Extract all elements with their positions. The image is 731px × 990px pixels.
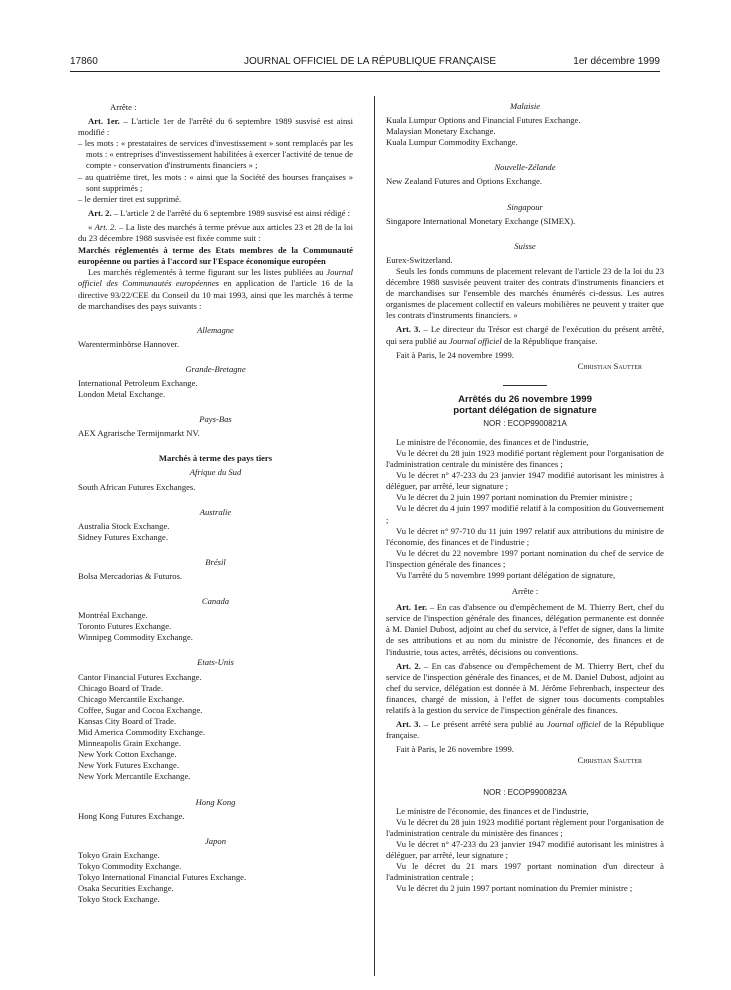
bullet-item: – le dernier tiret est supprimé. [78,193,182,204]
market-item: Bolsa Mercadorias & Futuros. [78,571,183,581]
decision-article-1-text: – En cas d'absence ou d'empêchement de M. Thierry Bert, chef du service de l'inspection générale des finances, délégation permanente est donnée à M. Daniel Dubost, adjoint au chef du service, à l'effet de signer, dans la limite de ses attributions et au nom du ministre de l'économie, des finances et de l'industrie, tous actes, arrêtés, décisions ou conventions. [386,602,664,657]
market-item: Tokyo International Financial Futures Exchange. [78,871,247,882]
bullet-item: – au quatrième tiret, les mots : « ainsi que la Société des bourses françaises » sont supprimés ; [78,171,353,193]
market-item: Mid America Commodity Exchange. [78,727,205,738]
visa-line: Vu le décret du 21 mars 1997 portant nomination d'un directeur à l'administration centrale ; [386,861,664,883]
market-item: New York Mercantile Exchange. [78,771,191,782]
seuls-paragraph: Seuls les fonds communs de placement relevant de l'article 23 de la loi du 23 décembre 1988 susvisée peuvent traiter des contrats d'instruments financiers et de marchandises sur l'ensemble des marchés énumérés ci-dessus. Les autres organismes de placement collectif en valeurs mobilières ne peuvent y traiter que les contrats d'instruments financiers. » [386,265,664,321]
section-subtitle: portant délégation de signature [453,404,597,416]
market-item: AEX Agrarische Termijnmarkt NV. [78,428,200,439]
page-number: 17860 [70,56,98,67]
country-heading: Singapour [507,201,543,212]
nor-reference: NOR : ECOP9900821A [483,418,567,428]
market-item: Minneapolis Grain Exchange. [78,738,181,749]
article-3-text-1: – Le directeur du Trésor est chargé de l'exécution du présent arrêté, qui sera publié au [386,324,664,346]
visa-line: Vu le décret du 4 juin 1997 modifié relatif à la composition du Gouvernement ; [386,503,664,525]
market-item: Kansas City Board of Trade. [78,715,177,726]
country-heading: Brésil [205,556,226,567]
arrete-label: Arrête : [110,102,137,112]
section-title: Arrêtés du 26 novembre 1999 [458,393,592,405]
market-item: Cantor Financial Futures Exchange. [78,671,202,682]
decision-article-1-label: Art. 1er. [396,602,428,613]
separator-rule [503,385,547,386]
country-heading: Canada [201,596,230,607]
market-item: Kuala Lumpur Commodity Exchange. [386,137,518,148]
market-item: Tokyo Stock Exchange. [78,894,160,905]
market-item: Hong Kong Futures Exchange. [78,810,185,821]
arrete-label: Arrête : [511,586,539,597]
intro-text-1: Les marchés réglementés à terme figurant sur les listes publiées au [88,267,327,278]
article-3-text-2: de la République française. [501,335,598,346]
country-heading: Australie [199,506,232,517]
country-heading: Pays-Bas [199,414,232,425]
article-2-text: – L'article 2 de l'arrêté du 6 septembre 1989 susvisé est ainsi rédigé : [111,207,351,218]
country-heading: Malaisie [509,101,541,111]
visa-line: Vu le décret du 2 juin 1997 portant nomination du Premier ministre ; [396,492,633,503]
decision-article-3 [386,719,664,741]
article-3-journal: Journal officiel [449,335,502,346]
visa-line: Vu l'arrêté du 5 novembre 1999 portant délégation de signature, [396,570,616,580]
country-heading: Hong Kong [195,796,236,807]
market-item: South African Futures Exchanges. [78,481,196,492]
article-1-text: – L'article 1er de l'arrêté du 6 septembre 1989 susvisé est ainsi modifié : [78,116,353,138]
decision-article-2-text: – En cas d'absence ou d'empêchement de M. Thierry Bert, chef du service de l'inspection générale des finances, et de M. Daniel Dubost, adjoint au chef du service, délégation est donnée à M. Jérôme Fehrenbach, inspecteur des finances, chargé de mission, à l'effet de signer tous documents comptables relatifs à la gestion du service de l'inspection générale des finances. [386,660,665,716]
intro-journal: Journal officiel des Communautés européennes [78,267,353,289]
intro-paragraph [78,267,353,311]
quoted-article-text: – La liste des marchés à terme prévue aux articles 23 et 28 de la loi du 23 décembre 1988 susvisée est fixée comme suit : [78,221,353,244]
visa-line: Le ministre de l'économie, des finances et de l'industrie, [396,805,589,816]
market-item: Winnipeg Commodity Exchange. [78,632,193,643]
market-item: London Metal Exchange. [78,389,166,400]
article-2-paragraph [78,208,353,219]
decision-article-2 [386,661,664,716]
heading-third-countries: Marchés à terme des pays tiers [158,453,273,464]
nor-reference: NOR : ECOP9900823A [483,787,567,797]
quoted-article-2 [78,222,353,244]
fait-line: Fait à Paris, le 26 novembre 1999. [396,744,514,755]
decision-article-3-journal: Journal officiel [546,719,601,730]
market-item: Montréal Exchange. [78,610,148,621]
visa-line: Vu le décret n° 47-233 du 23 janvier 1947 modifié autorisant les ministres à déléguer, par arrêté, leur signature ; [386,470,664,492]
page-header [70,56,660,72]
market-item: Warenterminbörse Hannover. [78,338,179,349]
heading-eu-markets: Marchés réglementés à terme des Etats membres de la Communauté européenne ou parties à l'accord sur l'Espace économique européen [78,245,353,267]
visa-line: Vu le décret du 2 juin 1997 portant nomination du Premier ministre ; [396,883,633,894]
country-heading: Grande-Bretagne [185,363,246,374]
article-1-paragraph [78,116,353,138]
issue-date: 1er décembre 1999 [573,56,660,67]
decision-article-3-text-2: de la République française. [386,719,665,741]
visa-line: Le ministre de l'économie, des finances et de l'industrie, [396,436,589,447]
country-heading: Nouvelle-Zélande [494,162,556,173]
market-item: New York Futures Exchange. [78,760,179,771]
visa-line: Vu le décret n° 97-710 du 11 juin 1997 relatif aux attributions du ministre de l'économie, des finances et de l'industrie ; [386,525,664,547]
country-heading: Suisse [514,240,536,251]
quote-open: « [88,221,95,232]
market-item: Kuala Lumpur Options and Financial Futures Exchange. [386,115,581,126]
market-item: Chicago Mercantile Exchange. [78,693,185,704]
article-3-paragraph [386,324,664,346]
country-heading: Allemagne [197,324,234,335]
visa-line: Vu le décret du 28 juin 1923 modifié portant règlement pour l'organisation de l'administration centrale du ministère des finances ; [386,447,664,470]
visa-line: Vu le décret n° 47-233 du 23 janvier 1947 modifié autorisant les ministres à déléguer, par arrêté, leur signature ; [386,838,664,860]
signature: Christian Sautter [577,360,642,371]
left-column [78,102,353,905]
market-item: Tokyo Grain Exchange. [78,849,160,860]
market-item: International Petroleum Exchange. [78,377,198,388]
market-item: Chicago Board of Trade. [78,682,163,693]
bullet-item: – les mots : « prestataires de services d'investissement » sont remplacés par les mots : « entreprises d'investissement habilitées à exercer l'activité de tenue de compte - conservation d'instruments financiers » ; [78,138,353,171]
visa-line: Vu le décret du 22 novembre 1997 portant nomination du chef de service de l'inspection générale des finances ; [386,547,664,569]
decision-article-3-text-1: – Le présent arrêté sera publié au [420,719,547,730]
market-item: Toronto Futures Exchange. [78,621,172,632]
market-item: New York Cotton Exchange. [78,749,177,760]
decision-article-3-label: Art. 3. [396,719,421,730]
signature: Christian Sautter [577,755,642,766]
visa-line: Vu le décret du 28 juin 1923 modifié portant règlement pour l'organisation de l'administration centrale du ministère des finances ; [386,816,664,838]
article-3-label: Art. 3. [396,324,421,335]
journal-title: JOURNAL OFFICIEL DE LA RÉPUBLIQUE FRANÇAISE [244,56,497,67]
intro-text-2: en application de l'article 16 de la directive 93/22/CEE du Conseil du 10 mai 1993, ainsi que les marchés à terme de marchandises des pays suivants : [78,278,353,311]
market-item: Eurex-Switzerland. [386,254,453,265]
country-heading: Afrique du Sud [189,467,242,478]
quoted-article-label: Art. 2. [94,221,117,232]
market-item: Osaka Securities Exchange. [78,883,174,894]
column-divider [374,96,375,976]
market-item: Coffee, Sugar and Cocoa Exchange. [78,704,203,715]
decision-article-1 [386,602,664,657]
country-heading: Japon [204,835,226,846]
article-1-label: Art. 1er. [88,116,120,127]
market-item: Australia Stock Exchange. [78,520,170,531]
market-item: Tokyo Commodity Exchange. [78,860,182,871]
market-item: Malaysian Monetary Exchange. [386,126,496,137]
article-2-label: Art. 2. [88,207,112,218]
fait-line: Fait à Paris, le 24 novembre 1999. [396,349,514,360]
header-rule [70,71,660,72]
market-item: Singapore International Monetary Exchange (SIMEX). [386,215,576,226]
market-item: Sidney Futures Exchange. [78,531,168,542]
right-column [386,101,664,894]
country-heading: Etats-Unis [197,657,234,668]
market-item: New Zealand Futures and Options Exchange. [386,176,543,187]
decision-article-2-label: Art. 2. [396,660,421,671]
